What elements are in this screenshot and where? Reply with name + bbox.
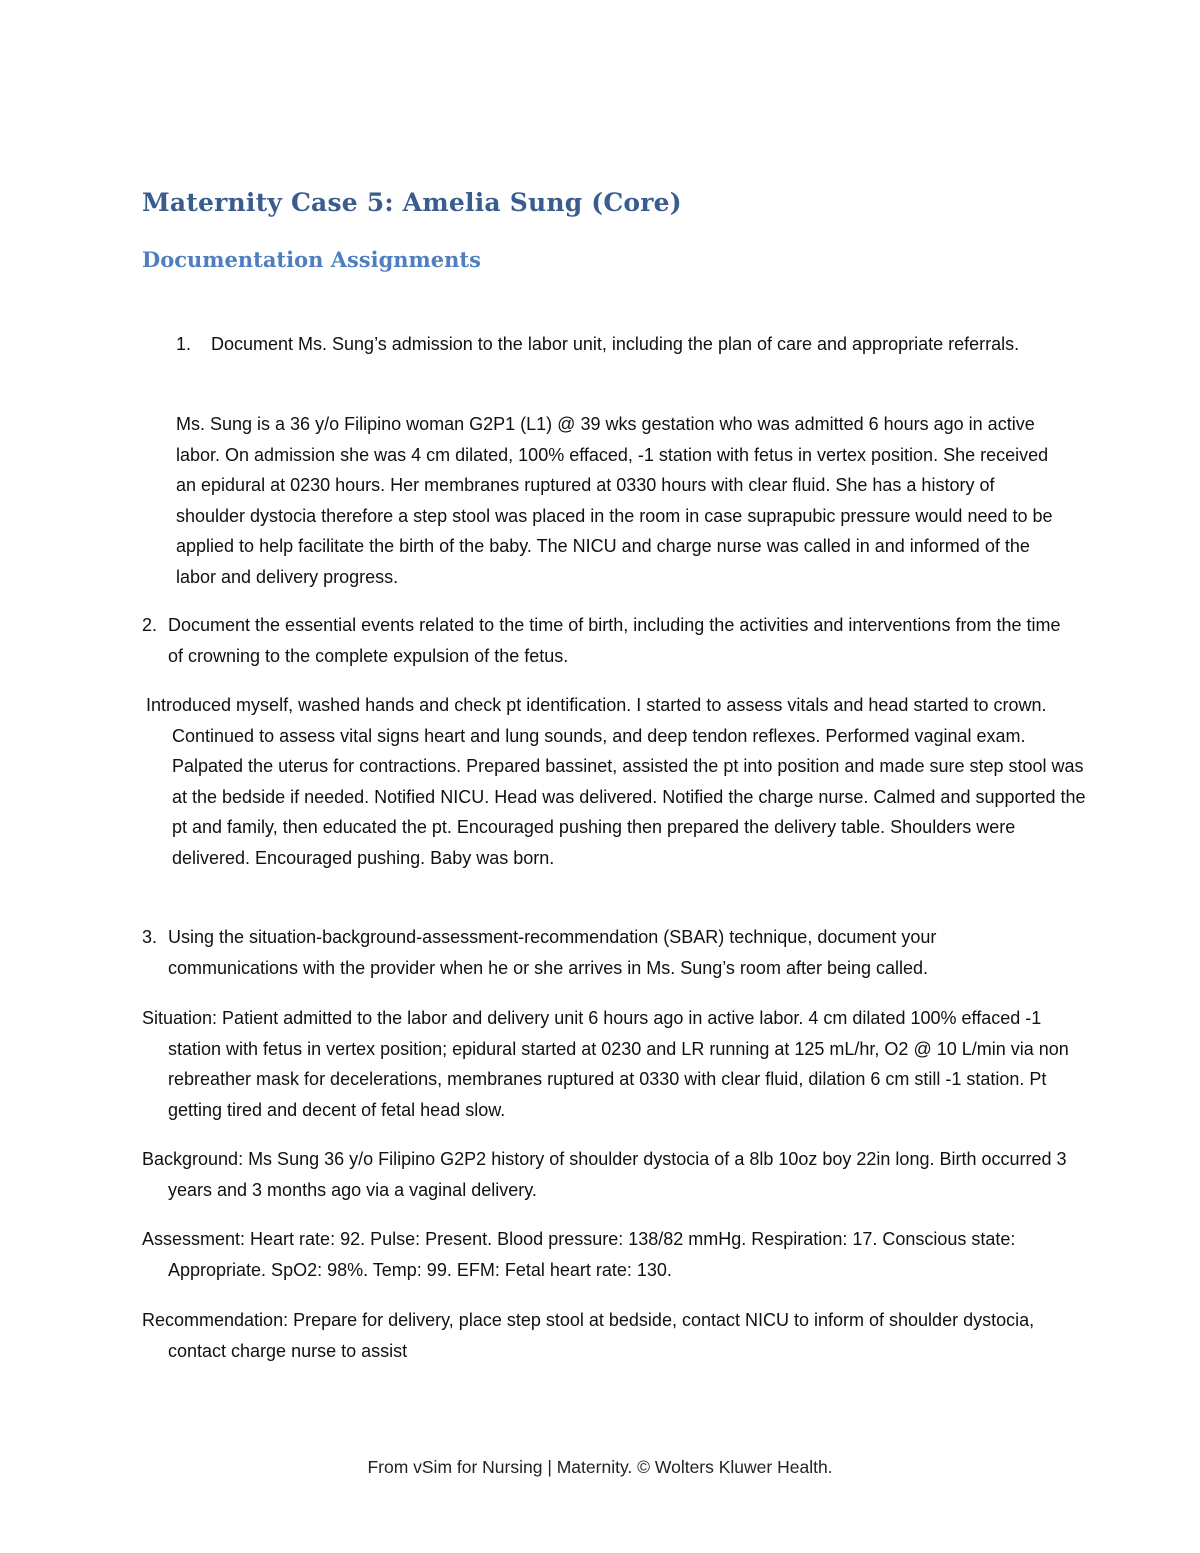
page-footer: From vSim for Nursing | Maternity. © Wolters Kluwer Health.	[367, 1457, 833, 1477]
sbar-background: Background: Ms Sung 36 y/o Filipino G2P2 history of shoulder dystocia of a 8lb 10oz boy 22in long. Birth occurred 3 years and 3 months ago via a vaginal delivery.	[142, 1149, 1067, 1200]
question-1	[176, 329, 1036, 360]
document-subtitle: Documentation Assignments	[142, 247, 481, 272]
question-2	[142, 610, 1062, 671]
question-3	[142, 922, 1062, 983]
sbar-situation: Situation: Patient admitted to the labor and delivery unit 6 hours ago in active labor. 4 cm dilated 100% effaced -1 station with fetus in vertex position; epidural started at 0230 and LR running at 125 mL/hr, O2 @ 10 L/min via non rebreather mask for decelerations, membranes ruptured at 0330 with clear fluid, dilation 6 cm still -1 station. Pt getting tired and decent of fetal head slow.	[142, 1008, 1069, 1120]
answer-2: Introduced myself, washed hands and check pt identification. I started to assess vitals and head started to crown. Continued to assess vital signs heart and lung sounds, and deep tendon reflexes. Performed vaginal exam. Palpated the uterus for contractions. Prepared bassinet, assisted the pt into position and made sure step stool was at the bedside if needed. Notified NICU. Head was delivered. Notified the charge nurse. Calmed and supported the pt and family, then educated the pt. Encouraged pushing then prepared the delivery table. Shoulders were delivered. Encouraged pushing. Baby was born.	[146, 695, 1086, 868]
sbar-assessment: Assessment: Heart rate: 92. Pulse: Present. Blood pressure: 138/82 mmHg. Respiration: 17. Conscious state: Appropriate. SpO2: 98%. Temp: 99. EFM: Fetal heart rate: 130.	[142, 1229, 1016, 1280]
question-1-text: Document Ms. Sung’s admission to the labor unit, including the plan of care and appropriate referrals.	[211, 334, 1020, 354]
document-title: Maternity Case 5: Amelia Sung (Core)	[142, 188, 682, 217]
answer-1: Ms. Sung is a 36 y/o Filipino woman G2P1 (L1) @ 39 wks gestation who was admitted 6 hours ago in active labor. On admission she was 4 cm dilated, 100% effaced, -1 station with fetus in vertex position. She received an epidural at 0230 hours. Her membranes ruptured at 0330 hours with clear fluid. She has a history of shoulder dystocia therefore a step stool was placed in the room in case suprapubic pressure would need to be applied to help facilitate the birth of the baby. The NICU and charge nurse was called in and informed of the labor and delivery progress.	[176, 414, 1053, 587]
question-3-number: 3.	[142, 927, 158, 947]
question-2-text: Document the essential events related to the time of birth, including the activities and interventions from the time of crowning to the complete expulsion of the fetus.	[168, 615, 1061, 666]
question-3-text: Using the situation-background-assessment-recommendation (SBAR) technique, document your communications with the provider when he or she arrives in Ms. Sung’s room after being called.	[168, 927, 937, 978]
question-1-number: 1.	[176, 334, 192, 354]
question-2-number: 2.	[142, 615, 158, 635]
sbar-recommendation: Recommendation: Prepare for delivery, place step stool at bedside, contact NICU to inform of shoulder dystocia, contact charge nurse to assist	[142, 1310, 1035, 1361]
